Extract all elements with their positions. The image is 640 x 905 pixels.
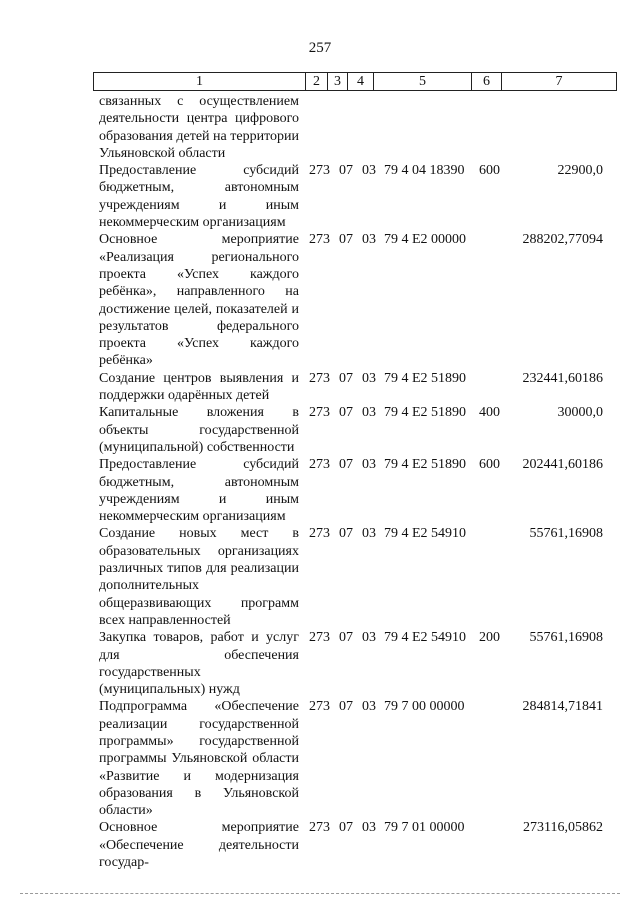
row-c6: 600 <box>479 163 500 179</box>
table-row <box>0 698 640 819</box>
header-col-5: 5 <box>374 73 472 90</box>
row-c7: 284814,71841 <box>522 699 603 715</box>
table-row <box>0 819 640 871</box>
row-description: Создание центров выявления и поддержки одарённых детей <box>99 370 299 404</box>
row-c4: 03 <box>362 457 376 473</box>
row-c5: 79 4 E2 51890 <box>384 457 467 473</box>
row-c6: 600 <box>479 457 500 473</box>
row-c7: 55761,16908 <box>529 526 603 542</box>
row-c3: 07 <box>339 699 353 715</box>
row-c3: 07 <box>339 457 353 473</box>
row-c5: 79 4 E2 51890 <box>384 370 467 386</box>
row-c2: 273 <box>309 630 330 646</box>
row-c4: 03 <box>362 699 376 715</box>
row-c3: 07 <box>339 232 353 248</box>
row-c7: 288202,77094 <box>522 232 603 248</box>
row-c3: 07 <box>339 820 353 836</box>
row-c7: 55761,16908 <box>529 630 603 646</box>
row-description: Подпрограмма «Обеспечение реализации государственной программы» государственной программы Ульяновской области «Развитие и модернизация образования в Ульяновской области» <box>99 699 299 819</box>
page-number: 257 <box>308 40 332 56</box>
row-c4: 03 <box>362 405 376 421</box>
header-col-7: 7 <box>555 74 563 89</box>
table-row <box>0 231 640 369</box>
row-c7: 30000,0 <box>557 405 603 421</box>
row-c5: 79 4 E2 00000 <box>384 232 467 248</box>
header-col-2: 2 <box>306 73 328 90</box>
row-c2: 273 <box>309 232 330 248</box>
row-c7: 22900,0 <box>557 163 603 179</box>
header-col-4: 4 <box>348 73 374 90</box>
row-c5: 79 4 E2 54910 <box>384 630 467 646</box>
row-description: Закупка товаров, работ и услуг для обеспечения государственных (муниципальных) нужд <box>99 630 299 698</box>
row-c2: 273 <box>309 526 330 542</box>
row-c7: 232441,60186 <box>522 370 603 386</box>
row-description: связанных с осуществлением деятельности центра цифрового образования детей на территории Ульяновской области <box>99 94 299 161</box>
table-row <box>0 456 640 525</box>
row-c5: 79 4 04 18390 <box>384 163 465 179</box>
row-c4: 03 <box>362 526 376 542</box>
row-c3: 07 <box>339 370 353 386</box>
table-body <box>0 93 640 871</box>
row-description: Основное мероприятие «Обеспечение деятельности государ- <box>99 820 299 871</box>
row-c4: 03 <box>362 232 376 248</box>
row-c3: 07 <box>339 526 353 542</box>
row-description: Предоставление субсидий бюджетным, автономным учреждениям и иным некоммерческим организациям <box>99 457 299 525</box>
row-c4: 03 <box>362 370 376 386</box>
header-col-3: 3 <box>328 73 348 90</box>
table-row <box>0 629 640 698</box>
row-description: Капитальные вложения в объекты государственной (муниципальной) собственности <box>99 405 299 455</box>
header-col-1: 1 <box>94 73 306 90</box>
row-c6: 400 <box>479 405 500 421</box>
table-row <box>0 93 640 162</box>
scan-bottom-edge <box>20 893 620 894</box>
row-c3: 07 <box>339 630 353 646</box>
row-c5: 79 4 E2 51890 <box>384 405 467 421</box>
table-row <box>0 525 640 629</box>
row-c6: 200 <box>479 630 500 646</box>
row-c4: 03 <box>362 630 376 646</box>
table-row <box>0 404 640 456</box>
row-c4: 03 <box>362 163 376 179</box>
row-c2: 273 <box>309 699 330 715</box>
row-c2: 273 <box>309 457 330 473</box>
row-c3: 07 <box>339 163 353 179</box>
row-c5: 79 7 01 00000 <box>384 820 465 836</box>
table-row <box>0 370 640 405</box>
row-c7: 202441,60186 <box>522 457 603 473</box>
row-c4: 03 <box>362 820 376 836</box>
row-c5: 79 7 00 00000 <box>384 699 465 715</box>
row-c2: 273 <box>309 163 330 179</box>
row-c2: 273 <box>309 370 330 386</box>
table-header <box>93 72 617 91</box>
table-row <box>0 162 640 231</box>
row-description: Создание новых мест в образовательных организациях различных типов для реализации дополнительных общеразвивающих программ всех направленностей <box>99 526 299 628</box>
header-col-6: 6 <box>472 73 502 90</box>
row-c7: 273116,05862 <box>523 820 603 836</box>
row-description: Предоставление субсидий бюджетным, автономным учреждениям и иным некоммерческим организациям <box>99 163 299 231</box>
row-c2: 273 <box>309 820 330 836</box>
row-c5: 79 4 E2 54910 <box>384 526 467 542</box>
row-c2: 273 <box>309 405 330 421</box>
row-c3: 07 <box>339 405 353 421</box>
row-description: Основное мероприятие «Реализация регионального проекта «Успех каждого ребёнка», направленного на достижение целей, показателей и результатов федерального проекта «Успех каждого ребёнка» <box>99 232 299 369</box>
